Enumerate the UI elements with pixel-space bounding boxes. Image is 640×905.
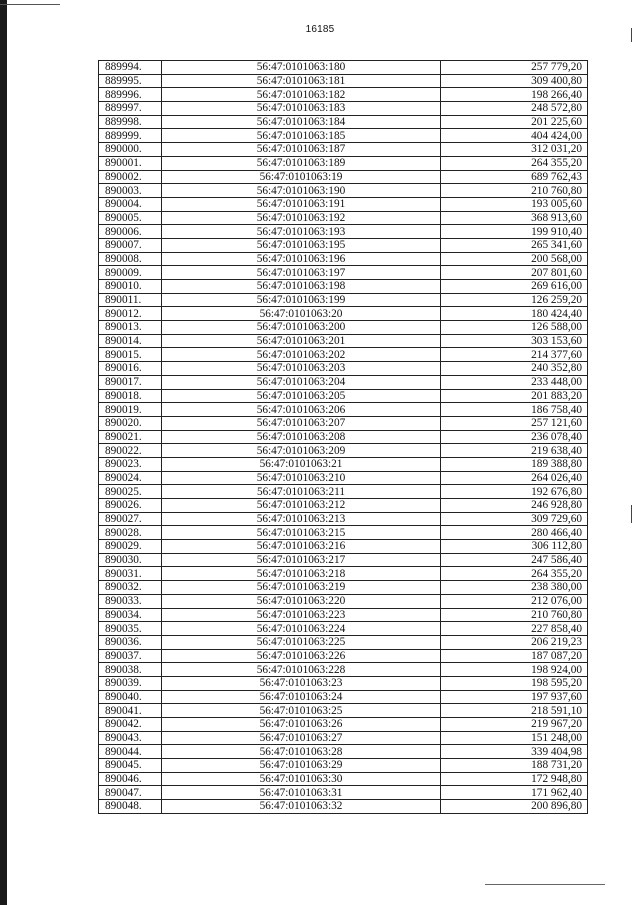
cadastral-value-cell: 219 638,40 xyxy=(441,444,588,458)
cadastral-number-cell: 56:47:0101063:206 xyxy=(162,403,441,417)
cadastral-number-cell: 56:47:0101063:24 xyxy=(162,690,441,704)
cadastral-number-cell: 56:47:0101063:211 xyxy=(162,485,441,499)
cadastral-value-cell: 312 031,20 xyxy=(441,143,588,157)
bottom-rule xyxy=(485,884,605,885)
table-row xyxy=(99,800,588,814)
cadastral-value-cell: 240 352,80 xyxy=(441,362,588,376)
cadastral-value-cell: 180 424,40 xyxy=(441,307,588,321)
row-number-cell: 890035. xyxy=(99,622,162,636)
table-row xyxy=(99,211,588,225)
table-row xyxy=(99,389,588,403)
cadastral-number-cell: 56:47:0101063:228 xyxy=(162,663,441,677)
row-number-cell: 890046. xyxy=(99,772,162,786)
row-number-cell: 890047. xyxy=(99,786,162,800)
cadastral-number-cell: 56:47:0101063:32 xyxy=(162,800,441,814)
cadastral-number-cell: 56:47:0101063:220 xyxy=(162,594,441,608)
cadastral-number-cell: 56:47:0101063:210 xyxy=(162,471,441,485)
cadastral-value-cell: 206 219,23 xyxy=(441,635,588,649)
cadastral-number-cell: 56:47:0101063:192 xyxy=(162,211,441,225)
row-number-cell: 890015. xyxy=(99,348,162,362)
table-row xyxy=(99,553,588,567)
cadastral-value-cell: 197 937,60 xyxy=(441,690,588,704)
row-number-cell: 890045. xyxy=(99,759,162,773)
cadastral-number-cell: 56:47:0101063:224 xyxy=(162,622,441,636)
row-number-cell: 890027. xyxy=(99,512,162,526)
table-row xyxy=(99,594,588,608)
table-row xyxy=(99,759,588,773)
row-number-cell: 889996. xyxy=(99,88,162,102)
cadastral-value-cell: 309 729,60 xyxy=(441,512,588,526)
cadastral-number-cell: 56:47:0101063:181 xyxy=(162,74,441,88)
cadastral-number-cell: 56:47:0101063:205 xyxy=(162,389,441,403)
cadastral-number-cell: 56:47:0101063:203 xyxy=(162,362,441,376)
table-row xyxy=(99,280,588,294)
cadastral-value-cell: 264 355,20 xyxy=(441,567,588,581)
row-number-cell: 890031. xyxy=(99,567,162,581)
row-number-cell: 890024. xyxy=(99,471,162,485)
cadastral-value-cell: 198 266,40 xyxy=(441,88,588,102)
row-number-cell: 890009. xyxy=(99,266,162,280)
cadastral-number-cell: 56:47:0101063:31 xyxy=(162,786,441,800)
cadastral-number-cell: 56:47:0101063:23 xyxy=(162,676,441,690)
row-number-cell: 890010. xyxy=(99,280,162,294)
cadastral-number-cell: 56:47:0101063:182 xyxy=(162,88,441,102)
table-row xyxy=(99,321,588,335)
table-row xyxy=(99,526,588,540)
table-row xyxy=(99,416,588,430)
row-number-cell: 890016. xyxy=(99,362,162,376)
table-row xyxy=(99,485,588,499)
cadastral-number-cell: 56:47:0101063:218 xyxy=(162,567,441,581)
cadastral-number-cell: 56:47:0101063:213 xyxy=(162,512,441,526)
row-number-cell: 890012. xyxy=(99,307,162,321)
table-row xyxy=(99,266,588,280)
page-number: 16185 xyxy=(305,24,335,35)
cadastral-value-table xyxy=(98,60,588,814)
table-row xyxy=(99,444,588,458)
cadastral-value-cell: 188 731,20 xyxy=(441,759,588,773)
table-row xyxy=(99,649,588,663)
cadastral-value-cell: 227 858,40 xyxy=(441,622,588,636)
row-number-cell: 890000. xyxy=(99,143,162,157)
scan-edge-bar xyxy=(0,0,7,905)
cadastral-number-cell: 56:47:0101063:196 xyxy=(162,252,441,266)
cadastral-number-cell: 56:47:0101063:212 xyxy=(162,499,441,513)
row-number-cell: 890003. xyxy=(99,184,162,198)
table-row xyxy=(99,745,588,759)
cadastral-value-cell: 339 404,98 xyxy=(441,745,588,759)
table-row xyxy=(99,307,588,321)
row-number-cell: 890013. xyxy=(99,321,162,335)
table-row xyxy=(99,718,588,732)
row-number-cell: 890036. xyxy=(99,635,162,649)
cadastral-number-cell: 56:47:0101063:183 xyxy=(162,102,441,116)
table-row xyxy=(99,129,588,143)
cadastral-number-cell: 56:47:0101063:20 xyxy=(162,307,441,321)
cadastral-number-cell: 56:47:0101063:225 xyxy=(162,635,441,649)
cadastral-number-cell: 56:47:0101063:21 xyxy=(162,457,441,471)
table-row xyxy=(99,102,588,116)
cadastral-number-cell: 56:47:0101063:27 xyxy=(162,731,441,745)
cadastral-value-cell: 200 568,00 xyxy=(441,252,588,266)
cadastral-number-cell: 56:47:0101063:197 xyxy=(162,266,441,280)
cadastral-value-cell: 309 400,80 xyxy=(441,74,588,88)
row-number-cell: 890042. xyxy=(99,718,162,732)
row-number-cell: 890028. xyxy=(99,526,162,540)
cadastral-number-cell: 56:47:0101063:191 xyxy=(162,197,441,211)
cadastral-number-cell: 56:47:0101063:223 xyxy=(162,608,441,622)
cadastral-value-cell: 236 078,40 xyxy=(441,430,588,444)
cadastral-value-cell: 200 896,80 xyxy=(441,800,588,814)
cadastral-value-cell: 264 355,20 xyxy=(441,156,588,170)
table-row xyxy=(99,512,588,526)
cadastral-value-cell: 214 377,60 xyxy=(441,348,588,362)
row-number-cell: 889999. xyxy=(99,129,162,143)
row-number-cell: 890021. xyxy=(99,430,162,444)
row-number-cell: 890039. xyxy=(99,676,162,690)
cadastral-value-cell: 198 595,20 xyxy=(441,676,588,690)
cadastral-value-cell: 198 924,00 xyxy=(441,663,588,677)
row-number-cell: 890043. xyxy=(99,731,162,745)
table-row xyxy=(99,348,588,362)
row-number-cell: 890017. xyxy=(99,375,162,389)
row-number-cell: 890019. xyxy=(99,403,162,417)
row-number-cell: 890005. xyxy=(99,211,162,225)
table-row xyxy=(99,61,588,75)
cadastral-value-cell: 368 913,60 xyxy=(441,211,588,225)
row-number-cell: 890022. xyxy=(99,444,162,458)
cadastral-value-cell: 280 466,40 xyxy=(441,526,588,540)
table-row xyxy=(99,362,588,376)
table-row xyxy=(99,772,588,786)
cadastral-number-cell: 56:47:0101063:219 xyxy=(162,581,441,595)
cadastral-number-cell: 56:47:0101063:217 xyxy=(162,553,441,567)
row-number-cell: 890007. xyxy=(99,238,162,252)
cadastral-number-cell: 56:47:0101063:226 xyxy=(162,649,441,663)
cadastral-value-cell: 210 760,80 xyxy=(441,608,588,622)
table-row xyxy=(99,252,588,266)
table-row xyxy=(99,635,588,649)
top-rule xyxy=(0,4,60,5)
table-row xyxy=(99,115,588,129)
cadastral-number-cell: 56:47:0101063:25 xyxy=(162,704,441,718)
cadastral-number-cell: 56:47:0101063:201 xyxy=(162,334,441,348)
table-row xyxy=(99,567,588,581)
cadastral-value-cell: 269 616,00 xyxy=(441,280,588,294)
row-number-cell: 890040. xyxy=(99,690,162,704)
cadastral-value-cell: 199 910,40 xyxy=(441,225,588,239)
cadastral-value-cell: 193 005,60 xyxy=(441,197,588,211)
cadastral-number-cell: 56:47:0101063:28 xyxy=(162,745,441,759)
table-row xyxy=(99,184,588,198)
cadastral-value-cell: 689 762,43 xyxy=(441,170,588,184)
cadastral-number-cell: 56:47:0101063:200 xyxy=(162,321,441,335)
row-number-cell: 890020. xyxy=(99,416,162,430)
cadastral-number-cell: 56:47:0101063:208 xyxy=(162,430,441,444)
cadastral-value-cell: 126 588,00 xyxy=(441,321,588,335)
table-body xyxy=(99,61,588,814)
row-number-cell: 890026. xyxy=(99,499,162,513)
cadastral-value-cell: 126 259,20 xyxy=(441,293,588,307)
table-row xyxy=(99,197,588,211)
table-row xyxy=(99,663,588,677)
row-number-cell: 890006. xyxy=(99,225,162,239)
cadastral-value-cell: 207 801,60 xyxy=(441,266,588,280)
table-row xyxy=(99,786,588,800)
cadastral-number-cell: 56:47:0101063:29 xyxy=(162,759,441,773)
table-row xyxy=(99,293,588,307)
cadastral-value-cell: 212 076,00 xyxy=(441,594,588,608)
cadastral-value-cell: 306 112,80 xyxy=(441,540,588,554)
row-number-cell: 890044. xyxy=(99,745,162,759)
cadastral-value-cell: 172 948,80 xyxy=(441,772,588,786)
row-number-cell: 889997. xyxy=(99,102,162,116)
cadastral-number-cell: 56:47:0101063:19 xyxy=(162,170,441,184)
row-number-cell: 890034. xyxy=(99,608,162,622)
row-number-cell: 889995. xyxy=(99,74,162,88)
cadastral-value-cell: 186 758,40 xyxy=(441,403,588,417)
cadastral-number-cell: 56:47:0101063:207 xyxy=(162,416,441,430)
row-number-cell: 890002. xyxy=(99,170,162,184)
cadastral-value-cell: 201 225,60 xyxy=(441,115,588,129)
table-row xyxy=(99,471,588,485)
cadastral-value-cell: 187 087,20 xyxy=(441,649,588,663)
table-row xyxy=(99,622,588,636)
cadastral-number-cell: 56:47:0101063:204 xyxy=(162,375,441,389)
row-number-cell: 890029. xyxy=(99,540,162,554)
cadastral-value-cell: 210 760,80 xyxy=(441,184,588,198)
cadastral-number-cell: 56:47:0101063:185 xyxy=(162,129,441,143)
table-row xyxy=(99,676,588,690)
cadastral-number-cell: 56:47:0101063:215 xyxy=(162,526,441,540)
cadastral-value-cell: 218 591,10 xyxy=(441,704,588,718)
table-row xyxy=(99,156,588,170)
cadastral-number-cell: 56:47:0101063:199 xyxy=(162,293,441,307)
row-number-cell: 890008. xyxy=(99,252,162,266)
row-number-cell: 890041. xyxy=(99,704,162,718)
cadastral-value-cell: 247 586,40 xyxy=(441,553,588,567)
cadastral-number-cell: 56:47:0101063:209 xyxy=(162,444,441,458)
row-number-cell: 890048. xyxy=(99,800,162,814)
cadastral-number-cell: 56:47:0101063:180 xyxy=(162,61,441,75)
row-number-cell: 890001. xyxy=(99,156,162,170)
table-row xyxy=(99,375,588,389)
cadastral-number-cell: 56:47:0101063:198 xyxy=(162,280,441,294)
cadastral-value-cell: 257 121,60 xyxy=(441,416,588,430)
row-number-cell: 890033. xyxy=(99,594,162,608)
table-row xyxy=(99,608,588,622)
cadastral-value-cell: 248 572,80 xyxy=(441,102,588,116)
table-row xyxy=(99,403,588,417)
table-row xyxy=(99,88,588,102)
row-number-cell: 890011. xyxy=(99,293,162,307)
cadastral-value-cell: 264 026,40 xyxy=(441,471,588,485)
row-number-cell: 890004. xyxy=(99,197,162,211)
cadastral-value-cell: 404 424,00 xyxy=(441,129,588,143)
cadastral-value-cell: 238 380,00 xyxy=(441,581,588,595)
cadastral-number-cell: 56:47:0101063:189 xyxy=(162,156,441,170)
cadastral-number-cell: 56:47:0101063:190 xyxy=(162,184,441,198)
table-row xyxy=(99,499,588,513)
cadastral-number-cell: 56:47:0101063:202 xyxy=(162,348,441,362)
cadastral-number-cell: 56:47:0101063:26 xyxy=(162,718,441,732)
cadastral-value-cell: 171 962,40 xyxy=(441,786,588,800)
scan-mark xyxy=(631,505,632,523)
table-row xyxy=(99,581,588,595)
cadastral-value-cell: 189 388,80 xyxy=(441,457,588,471)
cadastral-number-cell: 56:47:0101063:193 xyxy=(162,225,441,239)
cadastral-value-cell: 201 883,20 xyxy=(441,389,588,403)
table-row xyxy=(99,74,588,88)
cadastral-number-cell: 56:47:0101063:195 xyxy=(162,238,441,252)
cadastral-value-cell: 246 928,80 xyxy=(441,499,588,513)
table-row xyxy=(99,143,588,157)
row-number-cell: 890023. xyxy=(99,457,162,471)
cadastral-number-cell: 56:47:0101063:184 xyxy=(162,115,441,129)
table-row xyxy=(99,540,588,554)
table-row xyxy=(99,704,588,718)
table-row xyxy=(99,457,588,471)
cadastral-value-cell: 192 676,80 xyxy=(441,485,588,499)
row-number-cell: 890014. xyxy=(99,334,162,348)
table-row xyxy=(99,225,588,239)
row-number-cell: 890025. xyxy=(99,485,162,499)
row-number-cell: 889998. xyxy=(99,115,162,129)
row-number-cell: 890037. xyxy=(99,649,162,663)
table-row xyxy=(99,334,588,348)
table-row xyxy=(99,238,588,252)
cadastral-value-cell: 219 967,20 xyxy=(441,718,588,732)
cadastral-number-cell: 56:47:0101063:216 xyxy=(162,540,441,554)
table-row xyxy=(99,430,588,444)
cadastral-value-cell: 303 153,60 xyxy=(441,334,588,348)
cadastral-number-cell: 56:47:0101063:30 xyxy=(162,772,441,786)
row-number-cell: 890032. xyxy=(99,581,162,595)
cadastral-value-cell: 257 779,20 xyxy=(441,61,588,75)
row-number-cell: 890030. xyxy=(99,553,162,567)
cadastral-value-cell: 233 448,00 xyxy=(441,375,588,389)
row-number-cell: 889994. xyxy=(99,61,162,75)
table-row xyxy=(99,690,588,704)
cadastral-value-cell: 265 341,60 xyxy=(441,238,588,252)
table-row xyxy=(99,731,588,745)
row-number-cell: 890038. xyxy=(99,663,162,677)
row-number-cell: 890018. xyxy=(99,389,162,403)
cadastral-value-cell: 151 248,00 xyxy=(441,731,588,745)
cadastral-number-cell: 56:47:0101063:187 xyxy=(162,143,441,157)
table-row xyxy=(99,170,588,184)
